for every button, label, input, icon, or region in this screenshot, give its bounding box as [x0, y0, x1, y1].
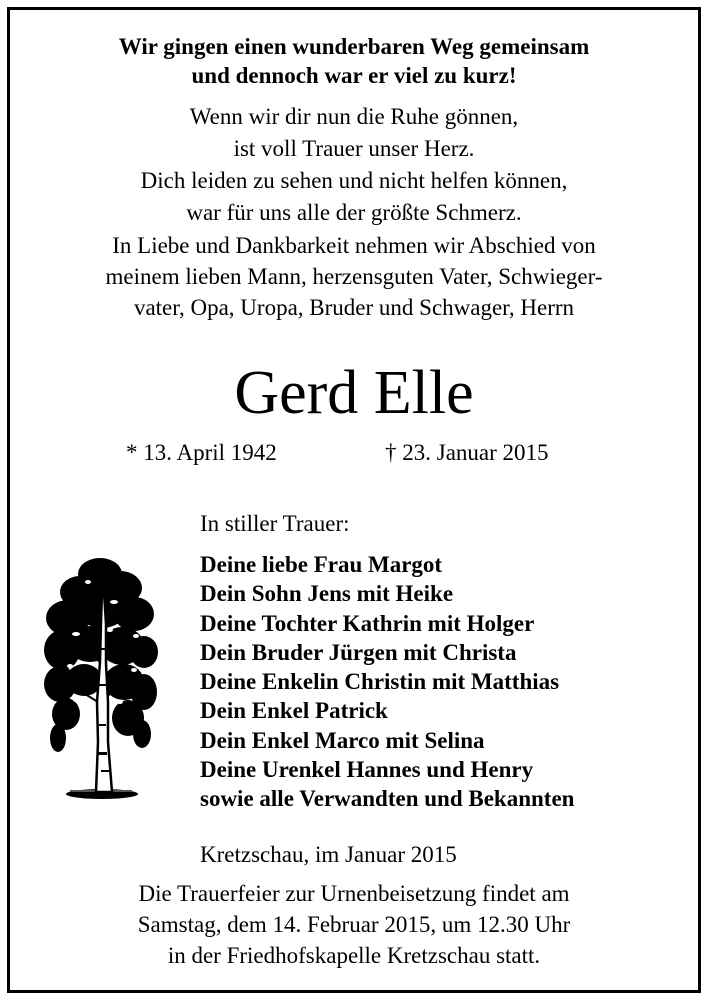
poem-line: Dich leiden zu sehen und nicht helfen können, — [140, 168, 568, 193]
poem — [10, 101, 698, 229]
mourner-item: Dein Enkel Patrick — [200, 698, 388, 724]
mourning-label: In stiller Trauer: — [200, 511, 350, 536]
service-line: in der Friedhofskapelle Kretzschau statt. — [167, 943, 541, 968]
mourner-item: Deine liebe Frau Margot — [200, 552, 443, 577]
service-line: Die Trauerfeier zur Urnenbeisetzung findet am — [138, 881, 570, 906]
funeral-service-info — [10, 878, 698, 971]
mourner-item: sowie alle Verwandten und Bekannten — [200, 786, 575, 812]
mourner-list — [200, 550, 574, 814]
mourner-item: Dein Sohn Jens mit Heike — [200, 581, 454, 607]
intro-line: vater, Opa, Uropa, Bruder und Schwager, Herrn — [133, 295, 575, 320]
farewell-intro — [10, 230, 698, 323]
intro-line: meinem lieben Mann, herzensguten Vater, Schwieger- — [105, 264, 603, 289]
poem-line: war für uns alle der größte Schmerz. — [186, 200, 522, 225]
mourner-item: Deine Enkelin Christin mit Matthias — [200, 669, 560, 695]
poem-line: Wenn wir dir nun die Ruhe gönnen, — [189, 104, 519, 129]
mourner-item: Dein Bruder Jürgen mit Christa — [200, 639, 517, 665]
birch-tree-icon — [40, 552, 160, 802]
place-date: Kretzschau, im Januar 2015 — [200, 842, 457, 867]
poem-line: ist voll Trauer unser Herz. — [233, 136, 475, 161]
service-line: Samstag, dem 14. Februar 2015, um 12.30 Uhr — [137, 912, 571, 937]
intro-line: In Liebe und Dankbarkeit nehmen wir Abschied von — [112, 233, 596, 258]
death-date: † 23. Januar 2015 — [385, 440, 549, 465]
mourner-item: Deine Tochter Kathrin mit Holger — [200, 610, 535, 636]
deceased-name: Gerd Elle — [234, 359, 474, 427]
mourner-item: Deine Urenkel Hannes und Henry — [200, 757, 534, 783]
motto-line: Wir gingen einen wunderbaren Weg gemeinsam — [118, 34, 590, 59]
mourner-item: Dein Enkel Marco mit Selina — [200, 727, 485, 753]
birth-date: * 13. April 1942 — [126, 440, 277, 465]
motto-line: und dennoch war er viel zu kurz! — [191, 63, 517, 88]
motto — [10, 32, 698, 90]
